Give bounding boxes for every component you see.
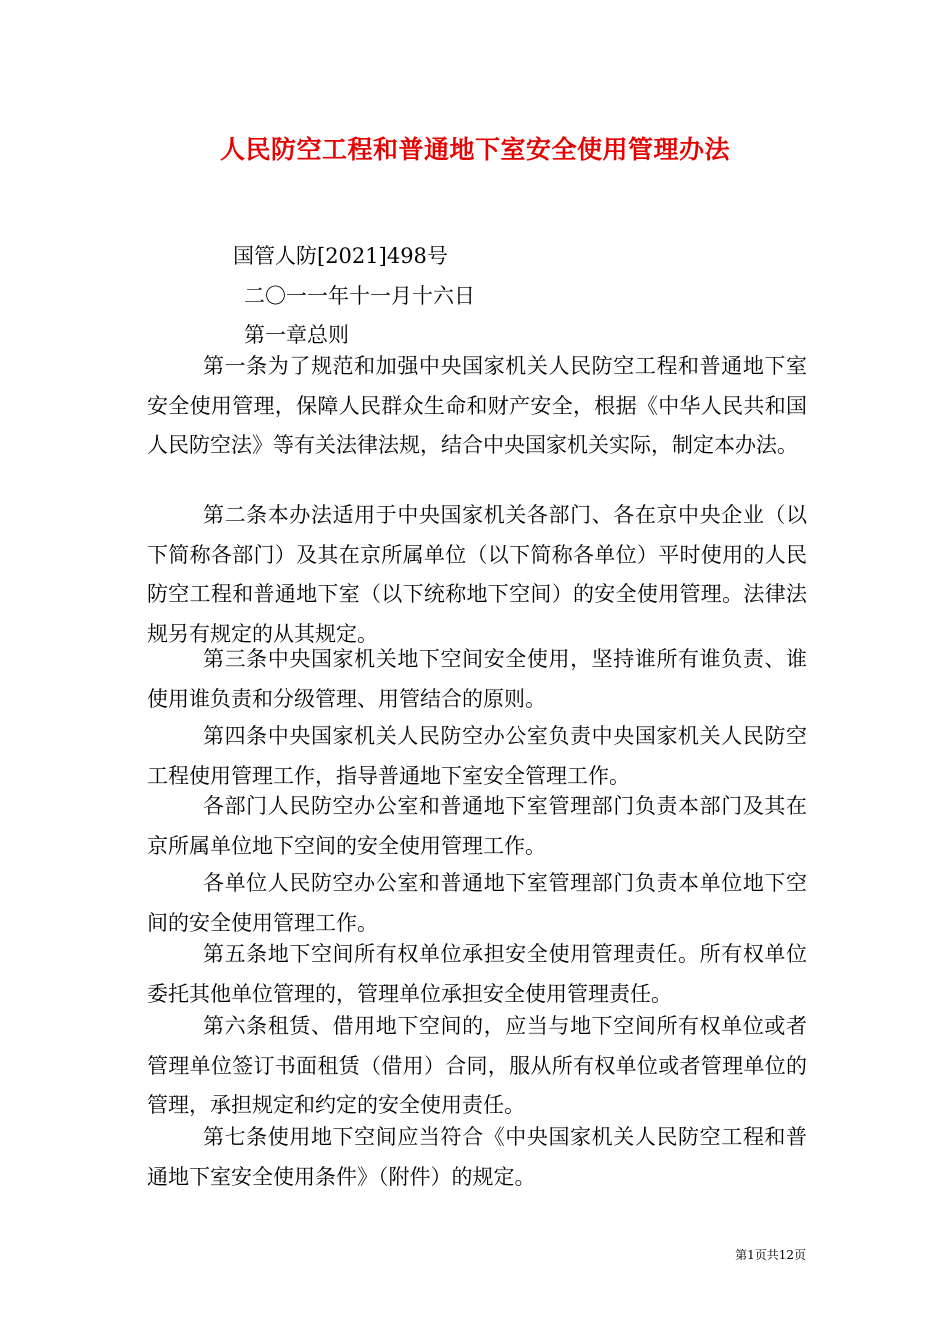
paragraph-article-3: 第三条中央国家机关地下空间安全使用，坚持谁所有谁负责、谁使用谁负责和分级管理、用管结合的原则。 (147, 647, 807, 711)
paragraph-departments: 各部门人民防空办公室和普通地下室管理部门负责本部门及其在京所属单位地下空间的安全使用管理工作。 (147, 794, 807, 858)
document-date: 二〇一一年十一月十六日 (244, 284, 475, 308)
paragraph-article-5: 第五条地下空间所有权单位承担安全使用管理责任。所有权单位委托其他单位管理的，管理单位承担安全使用管理责任。 (147, 942, 807, 1006)
paragraph-article-2: 第二条本办法适用于中央国家机关各部门、各在京中央企业（以下简称各部门）及其在京所属单位（以下简称各单位）平时使用的人民防空工程和普通地下室（以下统称地下空间）的安全使用管理。法律法规另有规定的从其规定。 (147, 503, 807, 646)
page-number: 第1页共12页 (735, 1248, 806, 1262)
paragraph-article-7: 第七条使用地下空间应当符合《中央国家机关人民防空工程和普通地下室安全使用条件》（附件）的规定。 (147, 1125, 807, 1189)
paragraph-article-1: 第一条为了规范和加强中央国家机关人民防空工程和普通地下室安全使用管理，保障人民群众生命和财产安全，根据《中华人民共和国人民防空法》等有关法律法规，结合中央国家机关实际，制定本办法。 (147, 354, 807, 457)
chapter-heading: 第一章总则 (244, 323, 349, 347)
paragraph-article-6: 第六条租赁、借用地下空间的，应当与地下空间所有权单位或者管理单位签订书面租赁（借用）合同，服从所有权单位或者管理单位的管理，承担规定和约定的安全使用责任。 (147, 1014, 807, 1117)
document-title: 人民防空工程和普通地下室安全使用管理办法 (219, 135, 730, 164)
paragraph-units: 各单位人民防空办公室和普通地下室管理部门负责本单位地下空间的安全使用管理工作。 (147, 871, 807, 935)
document-number: 国管人防[2021]498号 (233, 244, 448, 268)
paragraph-article-4: 第四条中央国家机关人民防空办公室负责中央国家机关人民防空工程使用管理工作，指导普通地下室安全管理工作。 (147, 724, 807, 788)
